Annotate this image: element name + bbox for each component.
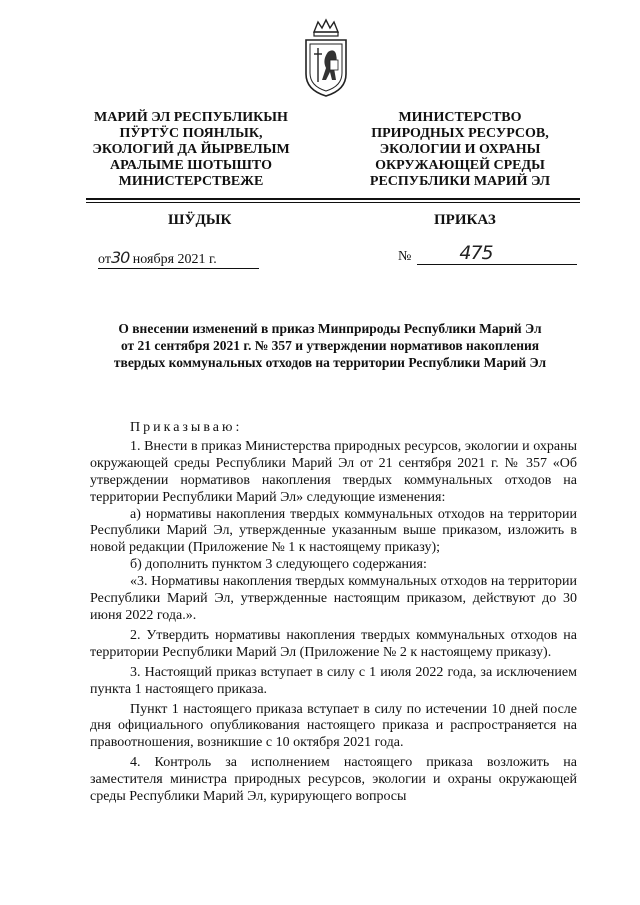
number-blank [417,242,577,265]
title-line: от 21 сентября 2021 г. № 357 и утверждении нормативов накопления [120,338,540,353]
header-left-line: ПӰРТӰС ПОЯНЛЫК, [119,126,263,141]
document-date [98,248,259,269]
document-title [76,320,584,371]
ministry-name-russian [345,110,575,190]
header-left-line: МАРИЙ ЭЛ РЕСПУБЛИКЫН [94,110,288,125]
document-body [90,420,577,806]
paragraph-2: 2. Утвердить нормативы накопления твердых коммунальных отходов на территории Республики Марий Эл (Приложение № 2 к настоящему приказу). [90,627,577,660]
paragraph-1: 1. Внести в приказ Министерства природных ресурсов, экологии и охраны окружающей среды Республики Марий Эл от 21 сентября 2021 г. № 357 «Об утверждении нормативов накопления твердых коммунальных отходов на территории Республики Марий Эл» следующие изменения: [90,438,577,505]
header-right-line: ЭКОЛОГИИ И ОХРАНЫ [379,142,541,157]
paragraph-1b: б) дополнить пунктом 3 следующего содержания: [130,557,427,573]
header-divider-thin [86,202,580,203]
coat-of-arms-emblem [300,18,352,98]
paragraph-1a: а) нормативы накопления твердых коммунальных отходов на территории Республики Марий Эл, утвержденные указанным выше приказом, изложить в новой редакции (Приложение № 1 к настоящему приказу); [90,506,577,556]
header-divider-thick [86,198,580,200]
header-left-line: АРАЛЫМЕ ШОТЫШТО [110,158,272,173]
date-day-handwritten: 30 [110,248,130,267]
header-right-line: РЕСПУБЛИКИ МАРИЙ ЭЛ [369,174,551,189]
number-handwritten: 475 [459,242,493,264]
title-line: О внесении изменений в приказ Минприроды Республики Марий Эл [118,321,542,336]
paragraph-1b-quote: «3. Нормативы накопления твердых коммунальных отходов на территории Республики Марий Эл, утвержденные настоящим приказом, действуют до 30 июня 2022 года.». [90,574,577,623]
paragraph-3: 3. Настоящий приказ вступает в силу с 1 июля 2022 года, за исключением пункта 1 настоящего приказа. [90,664,577,697]
header-right-line: ПРИРОДНЫХ РЕСУРСОВ, [371,126,549,141]
date-rest: ноября 2021 г. [132,252,217,267]
doc-type-russian: ПРИКАЗ [434,212,496,228]
header-right-line: МИНИСТЕРСТВО [398,110,522,125]
paragraph-4: 4. Контроль за исполнением настоящего приказа возложить на заместителя министра природных ресурсов, экологии и охраны окружающей среды Республики Марий Эл, курирующего вопросы [90,755,577,805]
header-left-line: ЭКОЛОГИЙ ДА ЙЫРВЕЛЫМ [92,142,290,157]
title-line: твердых коммунальных отходов на территории Республики Марий Эл [113,355,547,370]
header-left-line: МИНИСТЕРСТВЕЖЕ [118,174,264,189]
date-underlined [98,248,259,269]
ministry-name-mari [66,110,316,190]
order-opening: Приказываю: [130,420,243,435]
paragraph-3-note: Пункт 1 настоящего приказа вступает в силу по истечении 10 дней после дня официального опубликования настоящего приказа и распространяется на правоотношения, возникшие с 10 октября 2021 года. [90,701,577,751]
document-number [398,242,577,265]
doc-type-mari: ШӰДЫК [168,212,232,228]
date-prefix: от [98,252,111,267]
number-label: № [398,249,412,264]
header-right-line: ОКРУЖАЮЩЕЙ СРЕДЫ [375,158,545,173]
